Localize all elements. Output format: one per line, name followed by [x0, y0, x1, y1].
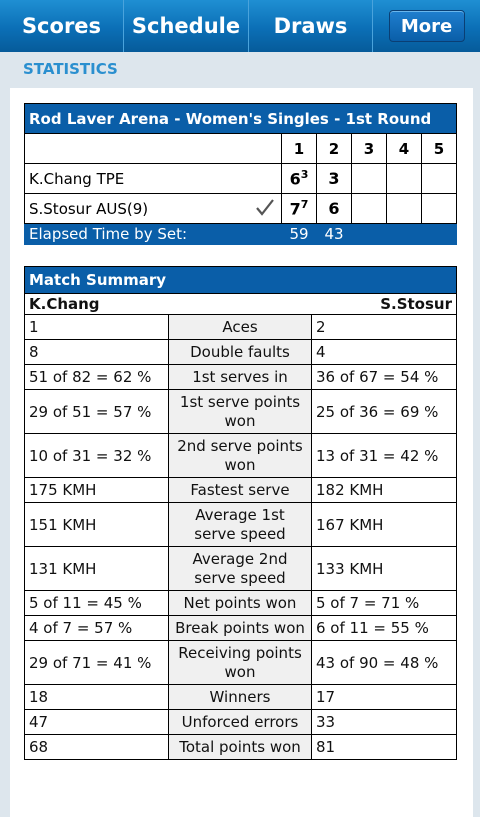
p1-value: 29 of 71 = 41 % [25, 641, 169, 685]
stat-label: Receiving points won [169, 641, 312, 685]
stat-row [25, 641, 457, 685]
p2-value: 33 [312, 710, 457, 735]
set-header-4: 4 [387, 134, 422, 164]
set-header-1: 1 [282, 134, 317, 164]
stat-label: Double faults [169, 340, 312, 365]
set-score [422, 164, 457, 194]
stat-row [25, 616, 457, 641]
player-row [25, 164, 457, 194]
stat-label: Total points won [169, 735, 312, 760]
set-header-5: 5 [422, 134, 457, 164]
stat-label: Average 2nd serve speed [169, 547, 312, 591]
p1-value: 18 [25, 685, 169, 710]
stat-row [25, 685, 457, 710]
p1-value: 131 KMH [25, 547, 169, 591]
stat-label: 1st serve points won [169, 390, 312, 434]
p1-value: 175 KMH [25, 478, 169, 503]
p2-value: 25 of 36 = 69 % [312, 390, 457, 434]
stat-label: 1st serves in [169, 365, 312, 390]
stat-row [25, 340, 457, 365]
tab-schedule[interactable]: Schedule [124, 0, 249, 52]
p1-value: 151 KMH [25, 503, 169, 547]
match-title: Rod Laver Arena - Women's Singles - 1st Round [25, 104, 457, 134]
section-title: STATISTICS [23, 60, 118, 78]
elapsed-time-row [25, 224, 457, 245]
p2-value: 5 of 7 = 71 % [312, 591, 457, 616]
p1-value: 4 of 7 = 57 % [25, 616, 169, 641]
set-score [352, 164, 387, 194]
set-score [387, 194, 422, 224]
player-name: K.Chang TPE [25, 164, 282, 194]
p1-value: 1 [25, 315, 169, 340]
stat-row [25, 710, 457, 735]
player1-label: K.Chang [25, 294, 312, 315]
elapsed-label: Elapsed Time by Set: [25, 224, 282, 245]
p2-value: 36 of 67 = 54 % [312, 365, 457, 390]
stat-label: Average 1st serve speed [169, 503, 312, 547]
stat-label: Aces [169, 315, 312, 340]
p2-value: 167 KMH [312, 503, 457, 547]
p2-value: 17 [312, 685, 457, 710]
more-button[interactable]: More [389, 10, 465, 42]
tab-scores[interactable]: Scores [0, 0, 124, 52]
stat-row [25, 503, 457, 547]
more-tab [373, 0, 480, 52]
summary-title: Match Summary [25, 267, 457, 294]
p1-value: 68 [25, 735, 169, 760]
stat-label: Winners [169, 685, 312, 710]
stat-label: Fastest serve [169, 478, 312, 503]
stat-row [25, 735, 457, 760]
p1-value: 29 of 51 = 57 % [25, 390, 169, 434]
elapsed-time-value [422, 224, 457, 245]
elapsed-time-value: 43 [317, 224, 352, 245]
set-score [387, 164, 422, 194]
p2-value: 81 [312, 735, 457, 760]
set-score: 3 [317, 164, 352, 194]
elapsed-time-value [387, 224, 422, 245]
p1-value: 47 [25, 710, 169, 735]
winner-check-icon [255, 197, 275, 221]
player2-label: S.Stosur [312, 294, 457, 315]
p2-value: 133 KMH [312, 547, 457, 591]
stat-label: Unforced errors [169, 710, 312, 735]
set-score: $6^3$ [282, 164, 317, 194]
p1-value: 51 of 82 = 62 % [25, 365, 169, 390]
set-score: 6 [317, 194, 352, 224]
scoreboard-corner [25, 134, 282, 164]
stat-row [25, 547, 457, 591]
p1-value: 10 of 31 = 32 % [25, 434, 169, 478]
stat-row [25, 365, 457, 390]
player-row [25, 194, 457, 224]
p1-value: 5 of 11 = 45 % [25, 591, 169, 616]
stat-label: Net points won [169, 591, 312, 616]
p1-value: 8 [25, 340, 169, 365]
top-navigation [0, 0, 480, 52]
stat-row [25, 390, 457, 434]
p2-value: 4 [312, 340, 457, 365]
p2-value: 182 KMH [312, 478, 457, 503]
set-score [422, 194, 457, 224]
p2-value: 43 of 90 = 48 % [312, 641, 457, 685]
p2-value: 13 of 31 = 42 % [312, 434, 457, 478]
p2-value: 6 of 11 = 55 % [312, 616, 457, 641]
elapsed-time-value [352, 224, 387, 245]
stat-row [25, 478, 457, 503]
elapsed-time-value: 59 [282, 224, 317, 245]
set-score: $7^7$ [282, 194, 317, 224]
stat-label: Break points won [169, 616, 312, 641]
match-summary-table [24, 266, 457, 760]
set-score [352, 194, 387, 224]
set-header-3: 3 [352, 134, 387, 164]
stat-row [25, 315, 457, 340]
stat-row [25, 434, 457, 478]
stat-label: 2nd serve points won [169, 434, 312, 478]
player-name: S.Stosur AUS(9) [25, 194, 282, 224]
set-header-2: 2 [317, 134, 352, 164]
scoreboard-table [24, 103, 457, 245]
stat-row [25, 591, 457, 616]
p2-value: 2 [312, 315, 457, 340]
tab-draws[interactable]: Draws [249, 0, 373, 52]
